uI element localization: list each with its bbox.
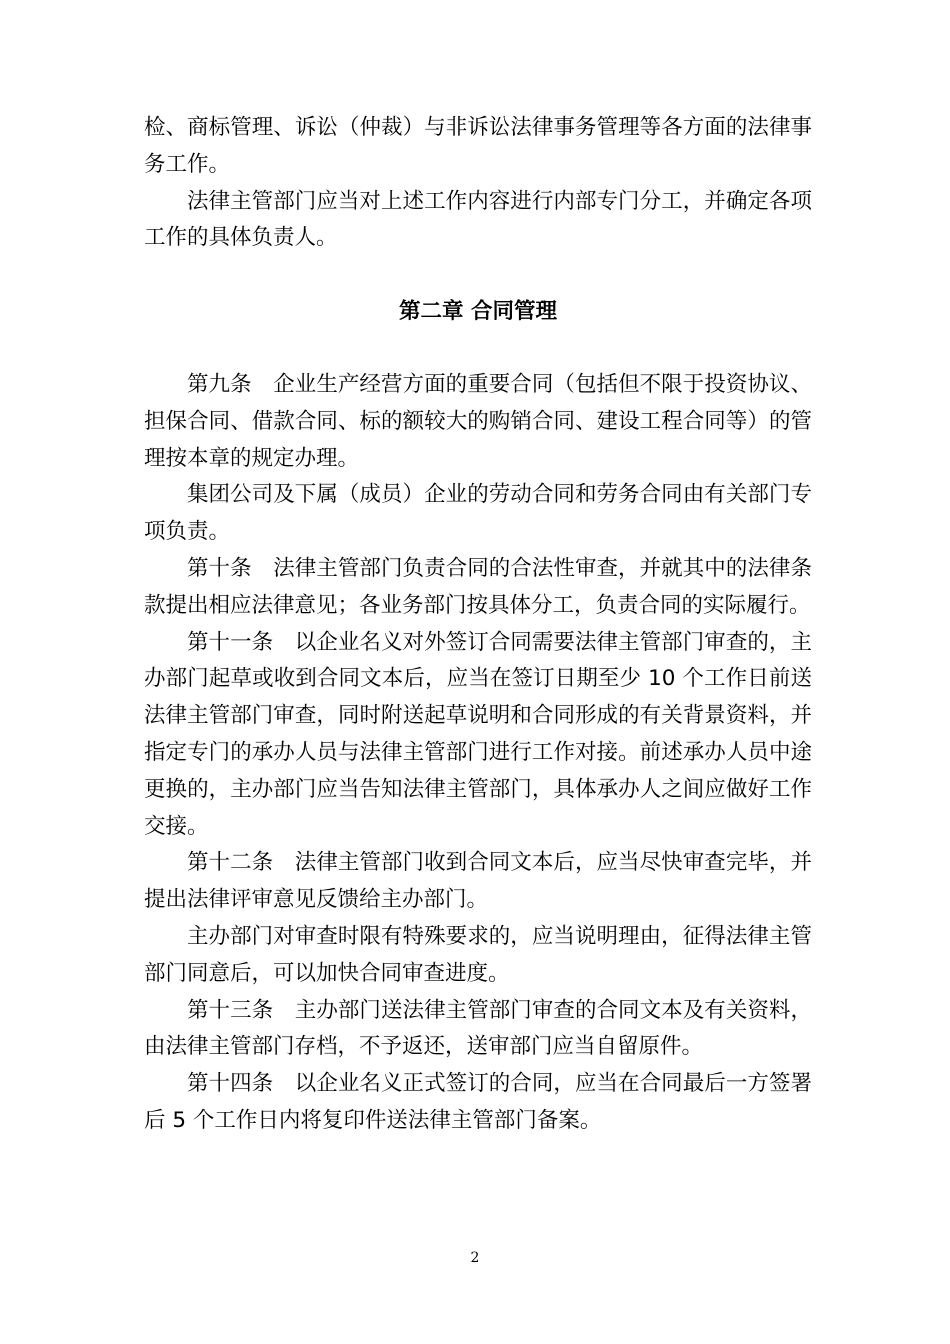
article-12: 第十二条 法律主管部门收到合同文本后，应当尽快审查完毕，并提出法律评审意见反馈给主办部门。 [144, 850, 812, 913]
paragraph: 法律主管部门应当对上述工作内容进行内部专门分工，并确定各项工作的具体负责人。 [144, 188, 812, 251]
article-14: 第十四条 以企业名义正式签订的合同，应当在合同最后一方签署后 5 个工作日内将复印件送法律主管部门备案。 [144, 1071, 812, 1133]
paragraph: 主办部门对审查时限有特殊要求的，应当说明理由，征得法律主管部门同意后，可以加快合同审查进度。 [144, 923, 812, 986]
article-9: 第九条 企业生产经营方面的重要合同（包括但不限于投资协议、担保合同、借款合同、标的额较大的购销合同、建设工程合同等）的管理按本章的规定办理。 [144, 371, 812, 471]
document-body [144, 110, 812, 1140]
article-10: 第十条 法律主管部门负责合同的合法性审查，并就其中的法律条款提出相应法律意见；各业务部门按具体分工，负责合同的实际履行。 [144, 555, 812, 618]
chapter-heading: 第二章 合同管理 [399, 299, 557, 325]
paragraph-continuation: 检、商标管理、诉讼（仲裁）与非诉讼法律事务管理等各方面的法律事务工作。 [144, 115, 812, 177]
article-11: 第十一条 以企业名义对外签订合同需要法律主管部门审查的，主办部门起草或收到合同文本后，应当在签订日期至少 10 个工作日前送法律主管部门审查，同时附送起草说明和合同形成的有关背景资料，并指定专门的承办人员与法律主管部门进行工作对接。前述承办人员中途更换的，主办部门应当告知法律主管部门，具体承办人之间应做好工作交接。 [144, 629, 812, 839]
article-13: 第十三条 主办部门送法律主管部门审查的合同文本及有关资料，由法律主管部门存档，不予返还，送审部门应当自留原件。 [144, 997, 812, 1060]
page-number: 2 [470, 1250, 480, 1266]
paragraph: 集团公司及下属（成员）企业的劳动合同和劳务合同由有关部门专项负责。 [144, 482, 812, 545]
